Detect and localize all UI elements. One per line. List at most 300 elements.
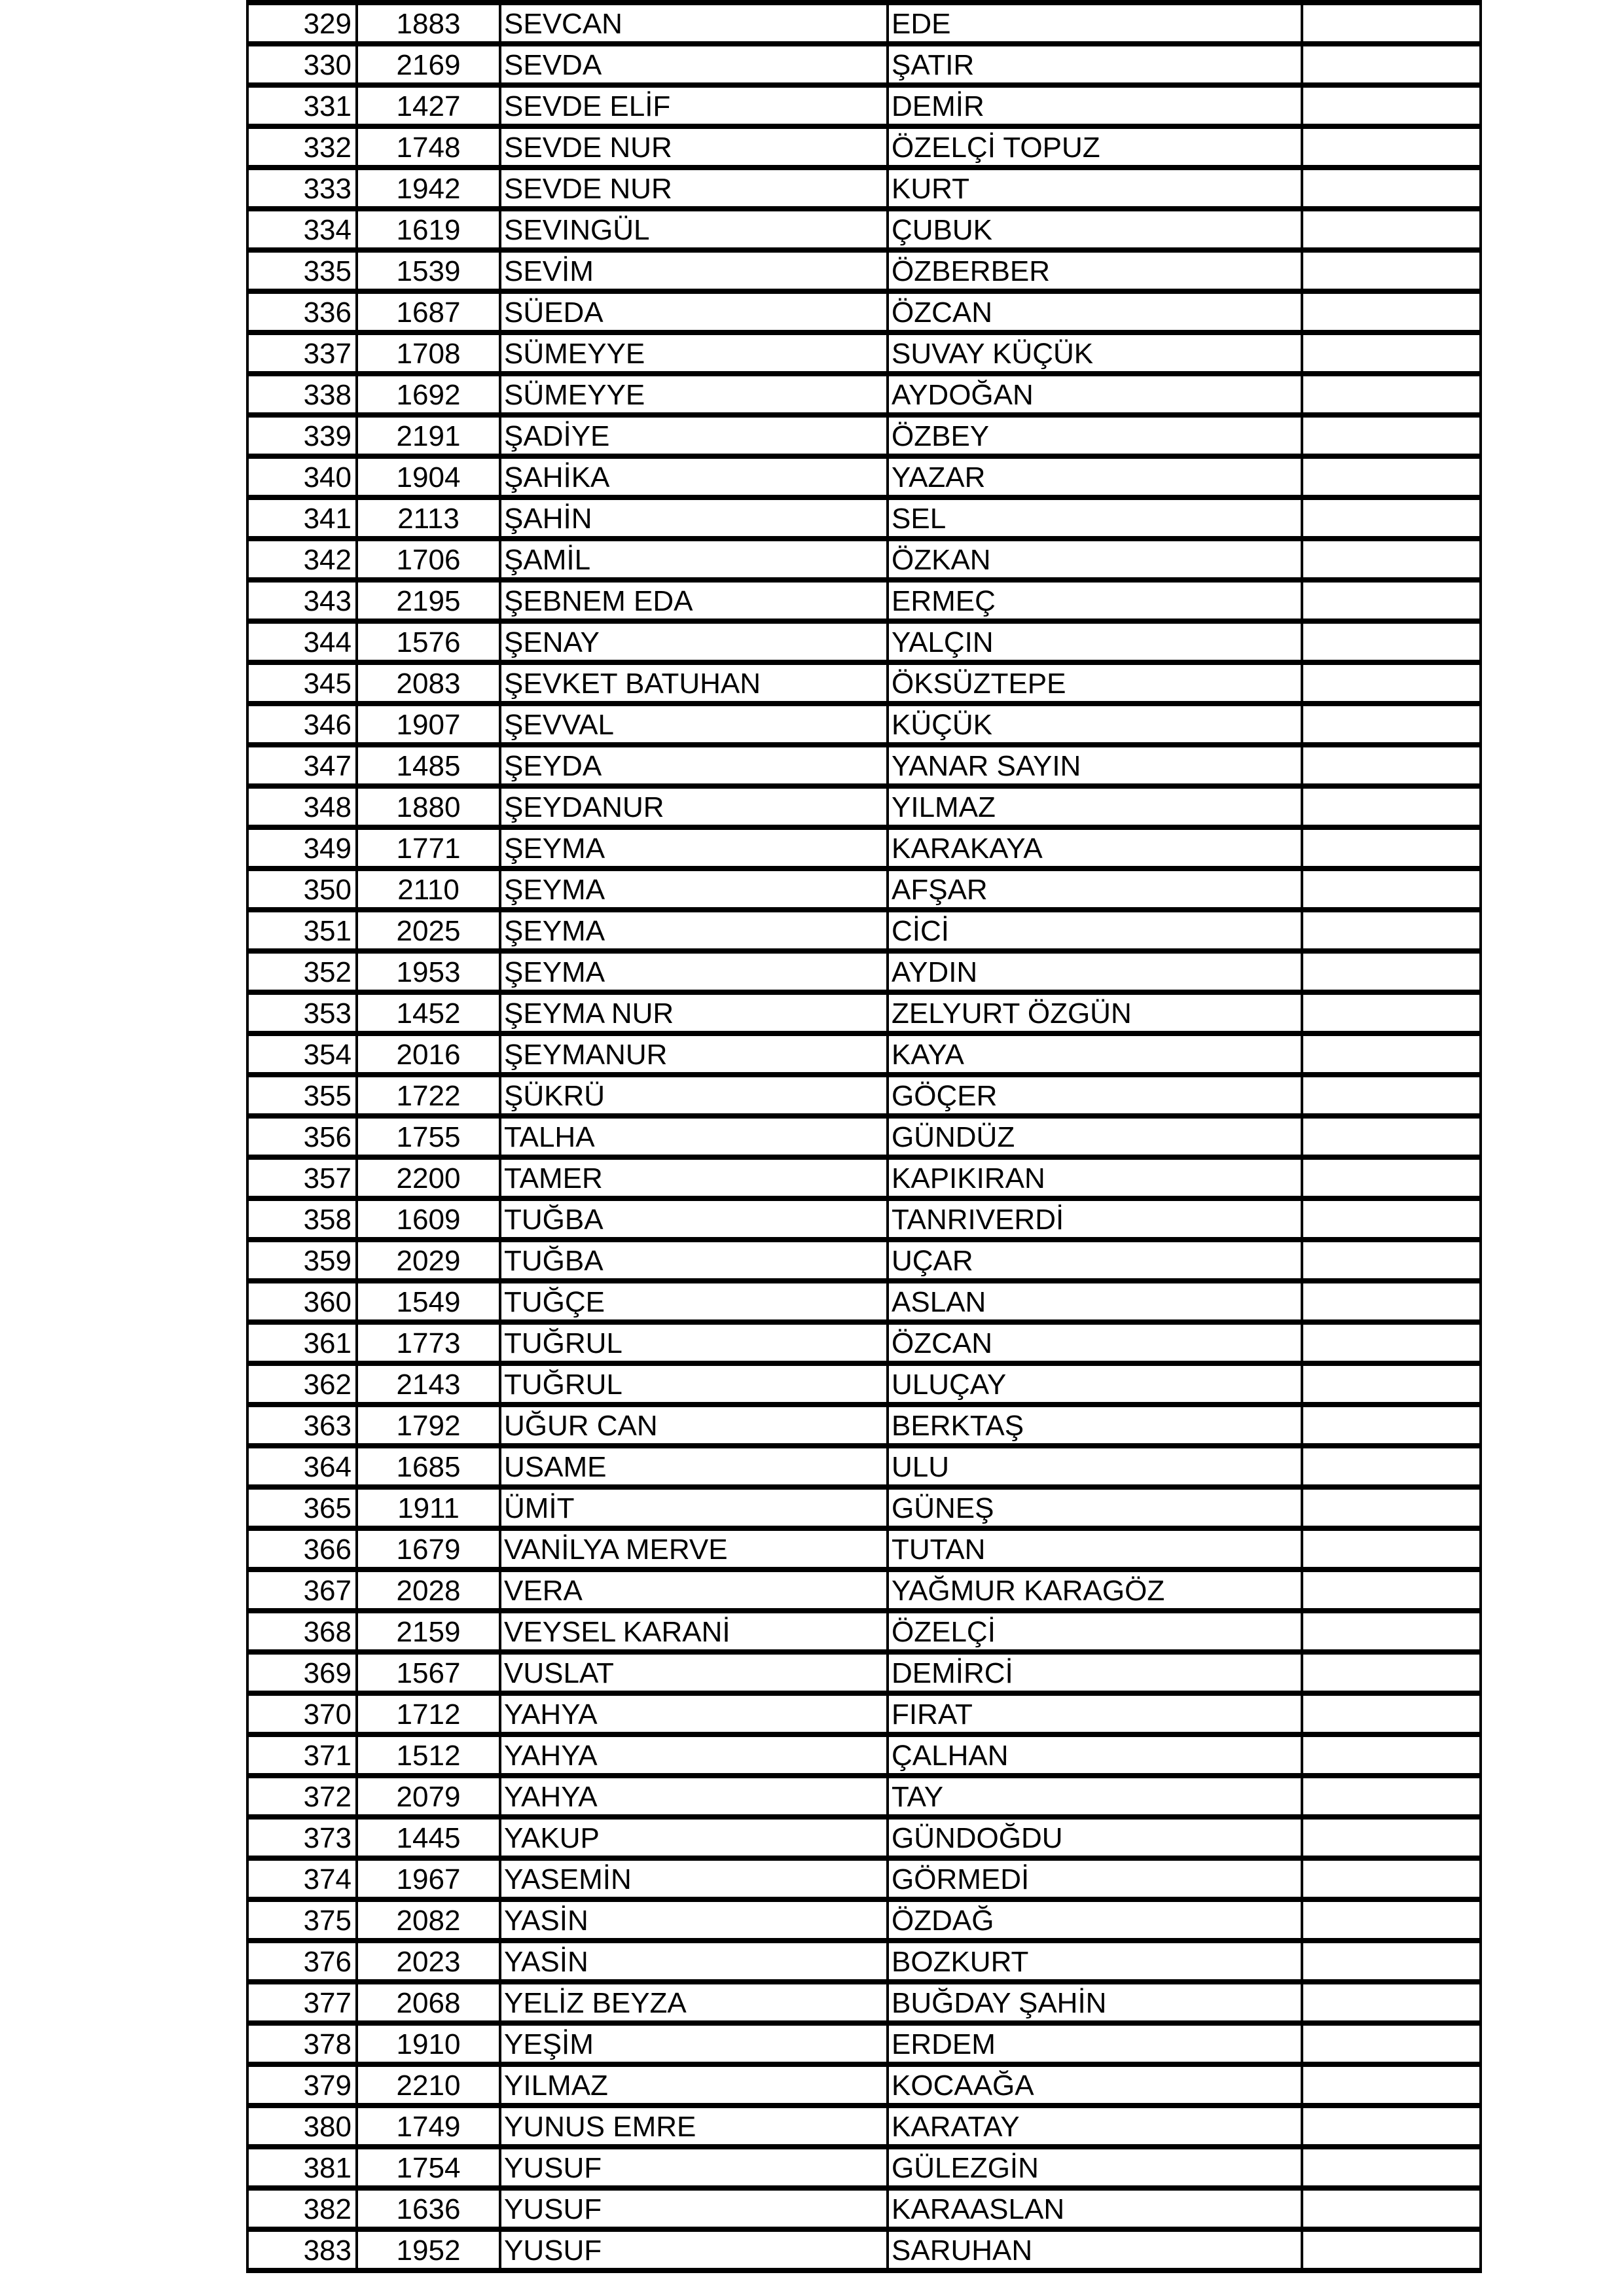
row-number-cell: 373 bbox=[247, 1817, 357, 1858]
applicant-id-cell: 1452 bbox=[357, 992, 500, 1033]
applicant-id-cell: 1722 bbox=[357, 1075, 500, 1116]
applicant-id-cell: 1952 bbox=[357, 2229, 500, 2270]
last-name-cell: TUTAN bbox=[888, 1528, 1302, 1570]
notes-cell bbox=[1302, 1240, 1481, 1281]
notes-cell bbox=[1302, 44, 1481, 85]
applicant-id-cell: 2200 bbox=[357, 1157, 500, 1198]
last-name-cell: SUVAY KÜÇÜK bbox=[888, 332, 1302, 374]
row-number-cell: 354 bbox=[247, 1033, 357, 1075]
row-number-cell: 353 bbox=[247, 992, 357, 1033]
row-number-cell: 368 bbox=[247, 1611, 357, 1652]
first-name-cell: USAME bbox=[500, 1446, 888, 1487]
table-row bbox=[247, 1075, 1481, 1116]
notes-cell bbox=[1302, 126, 1481, 168]
table-row bbox=[247, 456, 1481, 497]
first-name-cell: ŞEYMA bbox=[500, 951, 888, 992]
applicant-id-cell: 2159 bbox=[357, 1611, 500, 1652]
notes-cell bbox=[1302, 2023, 1481, 2064]
applicant-id-cell: 1749 bbox=[357, 2106, 500, 2147]
row-number-cell: 344 bbox=[247, 621, 357, 662]
table-row bbox=[247, 580, 1481, 621]
applicant-id-cell: 1636 bbox=[357, 2188, 500, 2229]
applicant-id-cell: 1485 bbox=[357, 745, 500, 786]
table-row bbox=[247, 168, 1481, 209]
table-row bbox=[247, 704, 1481, 745]
applicant-id-cell: 1880 bbox=[357, 786, 500, 827]
first-name-cell: YILMAZ bbox=[500, 2064, 888, 2106]
row-number-cell: 365 bbox=[247, 1487, 357, 1528]
first-name-cell: YAKUP bbox=[500, 1817, 888, 1858]
table-row bbox=[247, 2023, 1481, 2064]
notes-cell bbox=[1302, 704, 1481, 745]
last-name-cell: ÖZELÇİ bbox=[888, 1611, 1302, 1652]
applicant-id-cell: 1712 bbox=[357, 1693, 500, 1734]
applicant-id-cell: 2143 bbox=[357, 1363, 500, 1405]
notes-cell bbox=[1302, 1157, 1481, 1198]
applicant-id-cell: 2079 bbox=[357, 1776, 500, 1817]
applicant-id-cell: 1754 bbox=[357, 2147, 500, 2188]
row-number-cell: 376 bbox=[247, 1941, 357, 1982]
first-name-cell: ŞEYDANUR bbox=[500, 786, 888, 827]
notes-cell bbox=[1302, 1198, 1481, 1240]
applicant-id-cell: 1755 bbox=[357, 1116, 500, 1157]
table-row bbox=[247, 1982, 1481, 2023]
first-name-cell: TUĞBA bbox=[500, 1198, 888, 1240]
last-name-cell: YALÇIN bbox=[888, 621, 1302, 662]
applicant-id-cell: 2068 bbox=[357, 1982, 500, 2023]
row-number-cell: 347 bbox=[247, 745, 357, 786]
notes-cell bbox=[1302, 662, 1481, 704]
table-row bbox=[247, 1322, 1481, 1363]
table-row bbox=[247, 1858, 1481, 1899]
row-number-cell: 356 bbox=[247, 1116, 357, 1157]
applicant-id-cell: 1706 bbox=[357, 539, 500, 580]
applicant-id-cell: 2016 bbox=[357, 1033, 500, 1075]
first-name-cell: ÜMİT bbox=[500, 1487, 888, 1528]
row-number-cell: 383 bbox=[247, 2229, 357, 2270]
row-number-cell: 331 bbox=[247, 85, 357, 126]
table-row bbox=[247, 250, 1481, 291]
table-row bbox=[247, 2064, 1481, 2106]
notes-cell bbox=[1302, 1817, 1481, 1858]
last-name-cell: ÇALHAN bbox=[888, 1734, 1302, 1776]
table-row bbox=[247, 1240, 1481, 1281]
notes-cell bbox=[1302, 415, 1481, 456]
first-name-cell: ŞEBNEM EDA bbox=[500, 580, 888, 621]
table-row bbox=[247, 1611, 1481, 1652]
applicant-id-cell: 2028 bbox=[357, 1570, 500, 1611]
notes-cell bbox=[1302, 374, 1481, 415]
row-number-cell: 372 bbox=[247, 1776, 357, 1817]
last-name-cell: ÖZBERBER bbox=[888, 250, 1302, 291]
applicant-id-cell: 1679 bbox=[357, 1528, 500, 1570]
table-row bbox=[247, 1281, 1481, 1322]
table-row bbox=[247, 951, 1481, 992]
notes-cell bbox=[1302, 1322, 1481, 1363]
table-row bbox=[247, 1116, 1481, 1157]
table-row bbox=[247, 1941, 1481, 1982]
first-name-cell: TUĞÇE bbox=[500, 1281, 888, 1322]
first-name-cell: TUĞRUL bbox=[500, 1322, 888, 1363]
row-number-cell: 329 bbox=[247, 3, 357, 44]
last-name-cell: ÖZCAN bbox=[888, 291, 1302, 332]
first-name-cell: TAMER bbox=[500, 1157, 888, 1198]
table-row bbox=[247, 1487, 1481, 1528]
first-name-cell: SEVİM bbox=[500, 250, 888, 291]
applicant-id-cell: 2110 bbox=[357, 869, 500, 910]
last-name-cell: ÖZKAN bbox=[888, 539, 1302, 580]
row-number-cell: 348 bbox=[247, 786, 357, 827]
last-name-cell: AFŞAR bbox=[888, 869, 1302, 910]
notes-cell bbox=[1302, 1405, 1481, 1446]
applicant-id-cell: 1883 bbox=[357, 3, 500, 44]
last-name-cell: TANRIVERDİ bbox=[888, 1198, 1302, 1240]
table-row bbox=[247, 1363, 1481, 1405]
notes-cell bbox=[1302, 1982, 1481, 2023]
first-name-cell: ŞEYMA bbox=[500, 869, 888, 910]
notes-cell bbox=[1302, 621, 1481, 662]
name-list-table bbox=[246, 0, 1482, 2273]
first-name-cell: YASİN bbox=[500, 1899, 888, 1941]
table-row bbox=[247, 992, 1481, 1033]
last-name-cell: EDE bbox=[888, 3, 1302, 44]
table-row bbox=[247, 539, 1481, 580]
row-number-cell: 333 bbox=[247, 168, 357, 209]
row-number-cell: 379 bbox=[247, 2064, 357, 2106]
notes-cell bbox=[1302, 1734, 1481, 1776]
row-number-cell: 351 bbox=[247, 910, 357, 951]
first-name-cell: ŞAHİN bbox=[500, 497, 888, 539]
notes-cell bbox=[1302, 951, 1481, 992]
row-number-cell: 381 bbox=[247, 2147, 357, 2188]
notes-cell bbox=[1302, 1652, 1481, 1693]
table-row bbox=[247, 2188, 1481, 2229]
table-row bbox=[247, 1446, 1481, 1487]
table-row bbox=[247, 1198, 1481, 1240]
row-number-cell: 367 bbox=[247, 1570, 357, 1611]
notes-cell bbox=[1302, 209, 1481, 250]
first-name-cell: YAHYA bbox=[500, 1776, 888, 1817]
table-row bbox=[247, 85, 1481, 126]
row-number-cell: 377 bbox=[247, 1982, 357, 2023]
first-name-cell: YUSUF bbox=[500, 2229, 888, 2270]
notes-cell bbox=[1302, 291, 1481, 332]
last-name-cell: ERMEÇ bbox=[888, 580, 1302, 621]
table-row bbox=[247, 869, 1481, 910]
first-name-cell: ŞENAY bbox=[500, 621, 888, 662]
notes-cell bbox=[1302, 1941, 1481, 1982]
notes-cell bbox=[1302, 1446, 1481, 1487]
notes-cell bbox=[1302, 1858, 1481, 1899]
last-name-cell: KARATAY bbox=[888, 2106, 1302, 2147]
last-name-cell: ULUÇAY bbox=[888, 1363, 1302, 1405]
first-name-cell: VEYSEL KARANİ bbox=[500, 1611, 888, 1652]
row-number-cell: 332 bbox=[247, 126, 357, 168]
notes-cell bbox=[1302, 745, 1481, 786]
table-row bbox=[247, 662, 1481, 704]
applicant-id-cell: 2113 bbox=[357, 497, 500, 539]
row-number-cell: 364 bbox=[247, 1446, 357, 1487]
row-number-cell: 330 bbox=[247, 44, 357, 85]
first-name-cell: ŞEYDA bbox=[500, 745, 888, 786]
first-name-cell: ŞAMİL bbox=[500, 539, 888, 580]
notes-cell bbox=[1302, 2106, 1481, 2147]
last-name-cell: DEMİR bbox=[888, 85, 1302, 126]
notes-cell bbox=[1302, 1487, 1481, 1528]
row-number-cell: 337 bbox=[247, 332, 357, 374]
last-name-cell: KARAASLAN bbox=[888, 2188, 1302, 2229]
first-name-cell: SÜMEYYE bbox=[500, 374, 888, 415]
last-name-cell: YAZAR bbox=[888, 456, 1302, 497]
last-name-cell: YILMAZ bbox=[888, 786, 1302, 827]
last-name-cell: AYDOĞAN bbox=[888, 374, 1302, 415]
first-name-cell: YELİZ BEYZA bbox=[500, 1982, 888, 2023]
notes-cell bbox=[1302, 1899, 1481, 1941]
first-name-cell: VUSLAT bbox=[500, 1652, 888, 1693]
first-name-cell: ŞEVKET BATUHAN bbox=[500, 662, 888, 704]
first-name-cell: TUĞRUL bbox=[500, 1363, 888, 1405]
last-name-cell: ÖZBEY bbox=[888, 415, 1302, 456]
first-name-cell: SEVDA bbox=[500, 44, 888, 85]
first-name-cell: SEVDE NUR bbox=[500, 168, 888, 209]
last-name-cell: ZELYURT ÖZGÜN bbox=[888, 992, 1302, 1033]
applicant-id-cell: 1619 bbox=[357, 209, 500, 250]
last-name-cell: UÇAR bbox=[888, 1240, 1302, 1281]
row-number-cell: 369 bbox=[247, 1652, 357, 1693]
applicant-id-cell: 1907 bbox=[357, 704, 500, 745]
notes-cell bbox=[1302, 1281, 1481, 1322]
notes-cell bbox=[1302, 497, 1481, 539]
first-name-cell: YAHYA bbox=[500, 1734, 888, 1776]
last-name-cell: BOZKURT bbox=[888, 1941, 1302, 1982]
table-row bbox=[247, 126, 1481, 168]
row-number-cell: 341 bbox=[247, 497, 357, 539]
row-number-cell: 336 bbox=[247, 291, 357, 332]
notes-cell bbox=[1302, 456, 1481, 497]
applicant-id-cell: 1549 bbox=[357, 1281, 500, 1322]
last-name-cell: ULU bbox=[888, 1446, 1302, 1487]
last-name-cell: ÖZELÇİ TOPUZ bbox=[888, 126, 1302, 168]
notes-cell bbox=[1302, 1075, 1481, 1116]
notes-cell bbox=[1302, 1116, 1481, 1157]
last-name-cell: KOCAAĞA bbox=[888, 2064, 1302, 2106]
table-row bbox=[247, 1693, 1481, 1734]
applicant-id-cell: 1708 bbox=[357, 332, 500, 374]
last-name-cell: YAĞMUR KARAGÖZ bbox=[888, 1570, 1302, 1611]
notes-cell bbox=[1302, 1611, 1481, 1652]
notes-cell bbox=[1302, 1570, 1481, 1611]
first-name-cell: YASEMİN bbox=[500, 1858, 888, 1899]
first-name-cell: TUĞBA bbox=[500, 1240, 888, 1281]
applicant-id-cell: 2083 bbox=[357, 662, 500, 704]
applicant-id-cell: 1771 bbox=[357, 827, 500, 869]
first-name-cell: YUSUF bbox=[500, 2147, 888, 2188]
applicant-id-cell: 2191 bbox=[357, 415, 500, 456]
last-name-cell: GÖRMEDİ bbox=[888, 1858, 1302, 1899]
first-name-cell: VERA bbox=[500, 1570, 888, 1611]
first-name-cell: TALHA bbox=[500, 1116, 888, 1157]
row-number-cell: 335 bbox=[247, 250, 357, 291]
applicant-id-cell: 1792 bbox=[357, 1405, 500, 1446]
first-name-cell: YEŞİM bbox=[500, 2023, 888, 2064]
applicant-id-cell: 1609 bbox=[357, 1198, 500, 1240]
row-number-cell: 366 bbox=[247, 1528, 357, 1570]
table-row bbox=[247, 910, 1481, 951]
notes-cell bbox=[1302, 786, 1481, 827]
applicant-id-cell: 2195 bbox=[357, 580, 500, 621]
first-name-cell: ŞEYMA bbox=[500, 910, 888, 951]
applicant-id-cell: 1539 bbox=[357, 250, 500, 291]
row-number-cell: 382 bbox=[247, 2188, 357, 2229]
notes-cell bbox=[1302, 1363, 1481, 1405]
row-number-cell: 350 bbox=[247, 869, 357, 910]
row-number-cell: 355 bbox=[247, 1075, 357, 1116]
last-name-cell: ÖZCAN bbox=[888, 1322, 1302, 1363]
row-number-cell: 338 bbox=[247, 374, 357, 415]
applicant-id-cell: 2082 bbox=[357, 1899, 500, 1941]
row-number-cell: 345 bbox=[247, 662, 357, 704]
row-number-cell: 358 bbox=[247, 1198, 357, 1240]
notes-cell bbox=[1302, 85, 1481, 126]
notes-cell bbox=[1302, 2064, 1481, 2106]
table-row bbox=[247, 1776, 1481, 1817]
last-name-cell: KARAKAYA bbox=[888, 827, 1302, 869]
table-row bbox=[247, 1033, 1481, 1075]
applicant-id-cell: 1953 bbox=[357, 951, 500, 992]
notes-cell bbox=[1302, 910, 1481, 951]
row-number-cell: 371 bbox=[247, 1734, 357, 1776]
row-number-cell: 357 bbox=[247, 1157, 357, 1198]
last-name-cell: ERDEM bbox=[888, 2023, 1302, 2064]
last-name-cell: GÜNDOĞDU bbox=[888, 1817, 1302, 1858]
table-body bbox=[247, 3, 1481, 2270]
applicant-id-cell: 1748 bbox=[357, 126, 500, 168]
applicant-id-cell: 1692 bbox=[357, 374, 500, 415]
table-row bbox=[247, 2106, 1481, 2147]
table-row bbox=[247, 1157, 1481, 1198]
table-row bbox=[247, 1899, 1481, 1941]
last-name-cell: AYDIN bbox=[888, 951, 1302, 992]
last-name-cell: ŞATIR bbox=[888, 44, 1302, 85]
row-number-cell: 375 bbox=[247, 1899, 357, 1941]
last-name-cell: ÇUBUK bbox=[888, 209, 1302, 250]
notes-cell bbox=[1302, 992, 1481, 1033]
first-name-cell: YASİN bbox=[500, 1941, 888, 1982]
last-name-cell: ÖZDAĞ bbox=[888, 1899, 1302, 1941]
applicant-id-cell: 2025 bbox=[357, 910, 500, 951]
last-name-cell: GÖÇER bbox=[888, 1075, 1302, 1116]
notes-cell bbox=[1302, 580, 1481, 621]
first-name-cell: SEVCAN bbox=[500, 3, 888, 44]
applicant-id-cell: 1911 bbox=[357, 1487, 500, 1528]
last-name-cell: SEL bbox=[888, 497, 1302, 539]
applicant-id-cell: 2210 bbox=[357, 2064, 500, 2106]
row-number-cell: 374 bbox=[247, 1858, 357, 1899]
first-name-cell: ŞEYMA NUR bbox=[500, 992, 888, 1033]
last-name-cell: FIRAT bbox=[888, 1693, 1302, 1734]
first-name-cell: SÜMEYYE bbox=[500, 332, 888, 374]
notes-cell bbox=[1302, 539, 1481, 580]
notes-cell bbox=[1302, 1528, 1481, 1570]
table-row bbox=[247, 1652, 1481, 1693]
first-name-cell: ŞEVVAL bbox=[500, 704, 888, 745]
applicant-id-cell: 1567 bbox=[357, 1652, 500, 1693]
first-name-cell: YAHYA bbox=[500, 1693, 888, 1734]
first-name-cell: YUNUS EMRE bbox=[500, 2106, 888, 2147]
applicant-id-cell: 1942 bbox=[357, 168, 500, 209]
applicant-id-cell: 1967 bbox=[357, 1858, 500, 1899]
last-name-cell: KAYA bbox=[888, 1033, 1302, 1075]
table-row bbox=[247, 332, 1481, 374]
last-name-cell: SARUHAN bbox=[888, 2229, 1302, 2270]
row-number-cell: 349 bbox=[247, 827, 357, 869]
applicant-id-cell: 1576 bbox=[357, 621, 500, 662]
table-row bbox=[247, 3, 1481, 44]
last-name-cell: GÜNEŞ bbox=[888, 1487, 1302, 1528]
row-number-cell: 360 bbox=[247, 1281, 357, 1322]
first-name-cell: UĞUR CAN bbox=[500, 1405, 888, 1446]
row-number-cell: 361 bbox=[247, 1322, 357, 1363]
notes-cell bbox=[1302, 827, 1481, 869]
table-row bbox=[247, 2229, 1481, 2270]
applicant-id-cell: 1910 bbox=[357, 2023, 500, 2064]
row-number-cell: 362 bbox=[247, 1363, 357, 1405]
row-number-cell: 339 bbox=[247, 415, 357, 456]
last-name-cell: DEMİRCİ bbox=[888, 1652, 1302, 1693]
row-number-cell: 359 bbox=[247, 1240, 357, 1281]
row-number-cell: 346 bbox=[247, 704, 357, 745]
row-number-cell: 334 bbox=[247, 209, 357, 250]
notes-cell bbox=[1302, 250, 1481, 291]
last-name-cell: GÜNDÜZ bbox=[888, 1116, 1302, 1157]
first-name-cell: ŞAHİKA bbox=[500, 456, 888, 497]
table-row bbox=[247, 1734, 1481, 1776]
table-row bbox=[247, 2147, 1481, 2188]
applicant-id-cell: 1427 bbox=[357, 85, 500, 126]
last-name-cell: CİCİ bbox=[888, 910, 1302, 951]
table-row bbox=[247, 497, 1481, 539]
notes-cell bbox=[1302, 332, 1481, 374]
notes-cell bbox=[1302, 3, 1481, 44]
table-row bbox=[247, 1570, 1481, 1611]
table-row bbox=[247, 291, 1481, 332]
table-row bbox=[247, 1528, 1481, 1570]
notes-cell bbox=[1302, 1776, 1481, 1817]
first-name-cell: SEVDE NUR bbox=[500, 126, 888, 168]
table-row bbox=[247, 1405, 1481, 1446]
row-number-cell: 363 bbox=[247, 1405, 357, 1446]
table-row bbox=[247, 745, 1481, 786]
notes-cell bbox=[1302, 869, 1481, 910]
first-name-cell: VANİLYA MERVE bbox=[500, 1528, 888, 1570]
last-name-cell: ÖKSÜZTEPE bbox=[888, 662, 1302, 704]
notes-cell bbox=[1302, 2188, 1481, 2229]
last-name-cell: ASLAN bbox=[888, 1281, 1302, 1322]
first-name-cell: SEVDE ELİF bbox=[500, 85, 888, 126]
row-number-cell: 370 bbox=[247, 1693, 357, 1734]
first-name-cell: YUSUF bbox=[500, 2188, 888, 2229]
row-number-cell: 352 bbox=[247, 951, 357, 992]
row-number-cell: 340 bbox=[247, 456, 357, 497]
table-row bbox=[247, 374, 1481, 415]
notes-cell bbox=[1302, 2147, 1481, 2188]
table-row bbox=[247, 786, 1481, 827]
notes-cell bbox=[1302, 2229, 1481, 2270]
applicant-id-cell: 1904 bbox=[357, 456, 500, 497]
notes-cell bbox=[1302, 1033, 1481, 1075]
last-name-cell: KÜÇÜK bbox=[888, 704, 1302, 745]
last-name-cell: YANAR SAYIN bbox=[888, 745, 1302, 786]
